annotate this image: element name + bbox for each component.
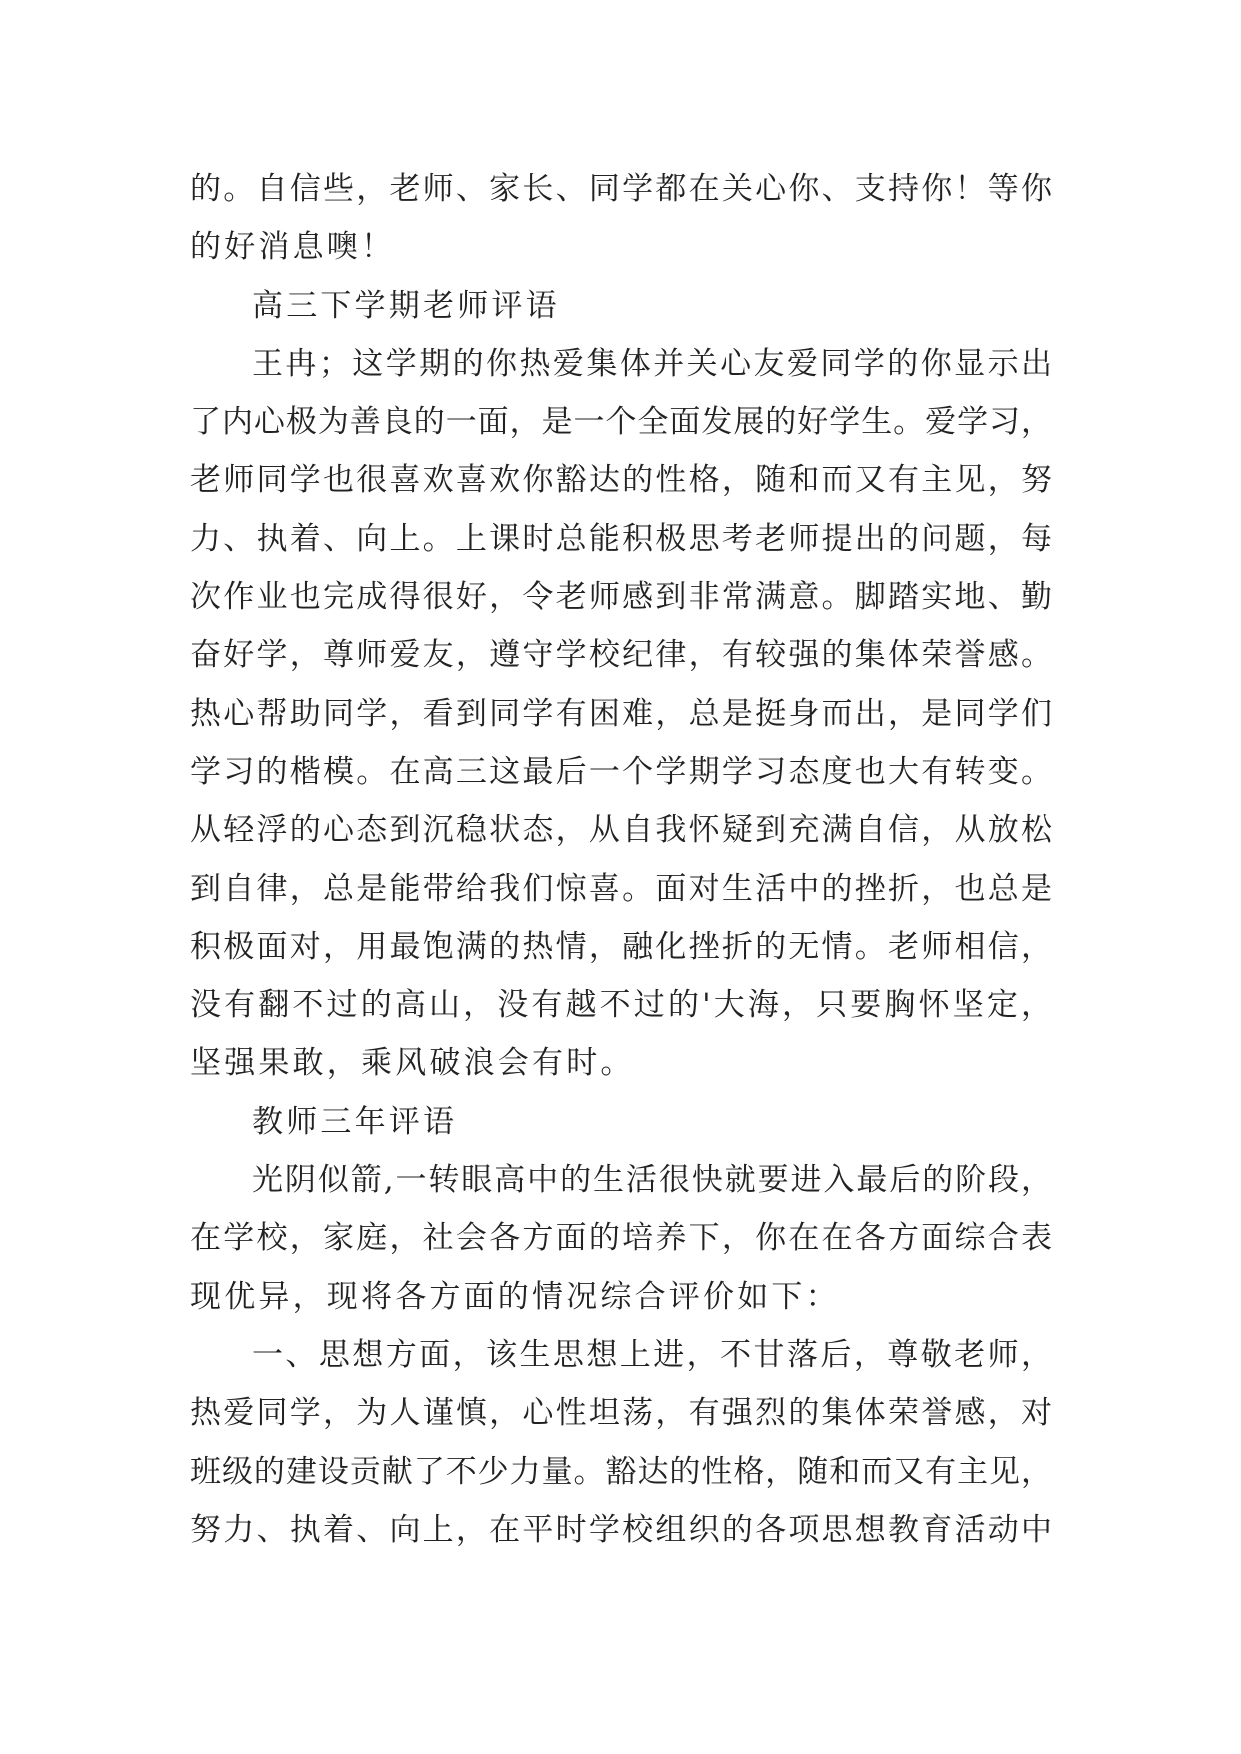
paragraph-line: 次作业也完成得很好，令老师感到非常满意。脚踏实地、勤 (190, 579, 1052, 616)
paragraph-line: 一、思想方面，该生思想上进，不甘落后，尊敬老师， (252, 1336, 1052, 1373)
paragraph-line: 的。自信些，老师、家长、同学都在关心你、支持你！等你 (190, 171, 1052, 207)
paragraph-line: 班级的建设贡献了不少力量。豁达的性格，随和而又有主见， (190, 1453, 1052, 1490)
paragraph-line: 光阴似箭,一转眼高中的生活很快就要进入最后的阶段， (252, 1162, 1052, 1199)
paragraph-line: 热心帮助同学，看到同学有困难，总是挺身而出，是同学们 (190, 695, 1052, 732)
paragraph-line: 的好消息噢！ (190, 229, 396, 266)
paragraph-line: 积极面对，用最饱满的热情，融化挫折的无情。老师相信， (190, 928, 1052, 965)
paragraph-line: 现优异，现将各方面的情况综合评价如下： (190, 1278, 840, 1315)
paragraph-line: 力、执着、向上。上课时总能积极思考老师提出的问题，每 (190, 520, 1052, 557)
paragraph-line: 奋好学，尊师爱友，遵守学校纪律，有较强的集体荣誉感。 (190, 637, 1052, 674)
paragraph-line: 没有翻不过的高山，没有越不过的'大海，只要胸怀坚定， (190, 987, 1052, 1024)
paragraph-line: 热爱同学，为人谨慎，心性坦荡，有强烈的集体荣誉感，对 (190, 1395, 1052, 1432)
section-heading: 高三下学期老师评语 (252, 287, 560, 324)
paragraph-line: 到自律，总是能带给我们惊喜。面对生活中的挫折，也总是 (190, 870, 1052, 907)
paragraph-line: 了内心极为善良的一面，是一个全面发展的好学生。爱学习， (190, 404, 1052, 441)
paragraph-line: 王冉；这学期的你热爱集体并关心友爱同学的你显示出 (252, 345, 1052, 382)
paragraph-line: 学习的楷模。在高三这最后一个学期学习态度也大有转变。 (190, 753, 1052, 790)
paragraph-line: 坚强果敢，乘风破浪会有时。 (190, 1045, 635, 1082)
paragraph-line: 努力、执着、向上，在平时学校组织的各项思想教育活动中 (190, 1511, 1052, 1548)
paragraph-line: 在学校，家庭，社会各方面的培养下，你在在各方面综合表 (190, 1220, 1052, 1257)
paragraph-line: 从轻浮的心态到沉稳状态，从自我怀疑到充满自信，从放松 (190, 812, 1052, 849)
paragraph-line: 老师同学也很喜欢喜欢你豁达的性格，随和而又有主见，努 (190, 462, 1052, 499)
document-body (190, 160, 1052, 1559)
section-heading: 教师三年评语 (252, 1103, 458, 1140)
